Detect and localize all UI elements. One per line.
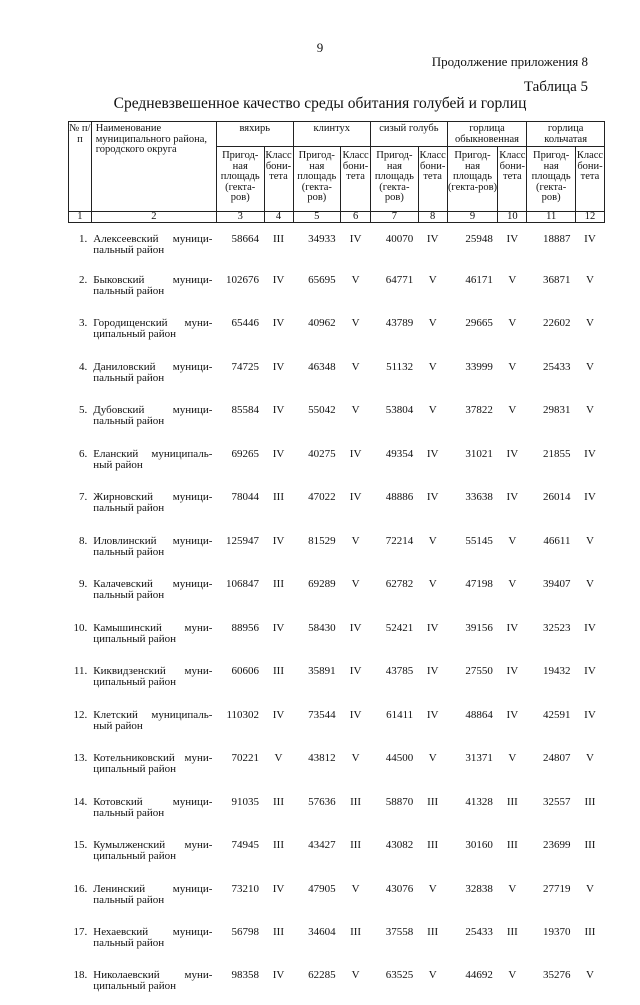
class-value: IV [498,441,527,485]
class-value: V [418,571,447,615]
column-number: 2 [91,212,216,223]
class-value: IV [264,267,293,311]
class-value: IV [341,615,371,659]
class-value: V [575,354,604,398]
class-value: III [341,789,371,833]
district-name: Нехаевский муници-пальный район [91,919,216,963]
header-area: Пригод-ная площадь (гекта-ров) [447,147,498,212]
class-value: IV [498,658,527,702]
header-species: вяхирь [216,122,293,147]
class-value: IV [264,528,293,572]
area-value: 49354 [371,441,419,485]
class-value: V [498,745,527,789]
area-value: 46348 [293,354,341,398]
class-value: V [498,571,527,615]
table-title: Средневзвешенное качество среды обитания голубей и горлиц [0,95,640,113]
area-value: 63525 [371,963,419,1005]
table-row [69,919,605,963]
class-value: V [418,354,447,398]
district-name: Николаевский муни-ципальный район [91,963,216,1005]
row-number: 15. [69,832,92,876]
class-value: IV [264,441,293,485]
area-value: 29665 [447,310,498,354]
area-value: 91035 [216,789,264,833]
class-value: IV [264,354,293,398]
class-value: IV [575,658,604,702]
area-value: 31371 [447,745,498,789]
class-value: V [498,397,527,441]
class-value: IV [498,702,527,746]
area-value: 44692 [447,963,498,1005]
area-value: 42591 [527,702,576,746]
header-area: Пригод-ная площадь (гекта-ров) [293,147,341,212]
area-value: 69265 [216,441,264,485]
area-value: 53804 [371,397,419,441]
class-value: V [341,876,371,920]
row-number: 10. [69,615,92,659]
row-number: 9. [69,571,92,615]
class-value: V [418,745,447,789]
class-value: V [418,267,447,311]
area-value: 62285 [293,963,341,1005]
class-value: V [418,876,447,920]
area-value: 43082 [371,832,419,876]
class-value: V [498,267,527,311]
class-value: III [575,832,604,876]
class-value: III [418,832,447,876]
class-value: V [341,571,371,615]
area-value: 43785 [371,658,419,702]
area-value: 56798 [216,919,264,963]
area-value: 78044 [216,484,264,528]
area-value: 73210 [216,876,264,920]
header-row-numbers [69,212,605,223]
area-value: 29831 [527,397,576,441]
class-value: V [575,963,604,1005]
row-number: 12. [69,702,92,746]
class-value: IV [341,702,371,746]
header-no: № п/п [69,122,92,212]
class-value: IV [498,484,527,528]
class-value: III [264,223,293,267]
row-number: 16. [69,876,92,920]
column-number: 3 [216,212,264,223]
class-value: III [264,789,293,833]
area-value: 43789 [371,310,419,354]
area-value: 48886 [371,484,419,528]
row-number: 6. [69,441,92,485]
row-number: 18. [69,963,92,1005]
area-value: 19432 [527,658,576,702]
class-value: III [264,919,293,963]
table-row [69,876,605,920]
row-number: 5. [69,397,92,441]
class-value: IV [264,310,293,354]
class-value: III [575,789,604,833]
district-name: Городищенский муни-ципальный район [91,310,216,354]
area-value: 48864 [447,702,498,746]
header-species: горлица кольчатая [527,122,605,147]
header-species: горлица обыкновенная [447,122,527,147]
header-class: Класс бони-тета [418,147,447,212]
table-row [69,267,605,311]
district-name: Камышинский муни-ципальный район [91,615,216,659]
district-name: Котовский муници-пальный район [91,789,216,833]
column-number: 6 [341,212,371,223]
area-value: 23699 [527,832,576,876]
header-name: Наименование муниципального района, городского округа [91,122,216,212]
class-value: IV [418,702,447,746]
header-row-species [69,122,605,147]
area-value: 102676 [216,267,264,311]
area-value: 32557 [527,789,576,833]
class-value: V [341,745,371,789]
area-value: 41328 [447,789,498,833]
table-row [69,963,605,1005]
table-row [69,441,605,485]
area-value: 36871 [527,267,576,311]
table-row [69,702,605,746]
class-value: V [341,354,371,398]
class-value: V [341,528,371,572]
class-value: IV [264,876,293,920]
class-value: IV [264,615,293,659]
area-value: 65695 [293,267,341,311]
district-name: Ленинский муници-пальный район [91,876,216,920]
table-row [69,310,605,354]
class-value: IV [575,441,604,485]
class-value: V [418,310,447,354]
area-value: 47905 [293,876,341,920]
district-name: Клетский муниципаль-ный район [91,702,216,746]
column-number: 9 [447,212,498,223]
area-value: 58430 [293,615,341,659]
area-value: 27719 [527,876,576,920]
column-number: 8 [418,212,447,223]
class-value: III [418,919,447,963]
area-value: 39156 [447,615,498,659]
table-row [69,658,605,702]
area-value: 106847 [216,571,264,615]
class-value: III [341,919,371,963]
class-value: IV [341,658,371,702]
class-value: IV [575,223,604,267]
class-value: V [341,963,371,1005]
area-value: 52421 [371,615,419,659]
area-value: 125947 [216,528,264,572]
row-number: 17. [69,919,92,963]
class-value: III [418,789,447,833]
class-value: V [498,876,527,920]
area-value: 27550 [447,658,498,702]
class-value: IV [341,484,371,528]
area-value: 34933 [293,223,341,267]
area-value: 46611 [527,528,576,572]
area-value: 51132 [371,354,419,398]
class-value: III [341,832,371,876]
area-value: 35891 [293,658,341,702]
class-value: V [498,963,527,1005]
header-area: Пригод-ная площадь (гекта-ров) [527,147,576,212]
class-value: V [498,528,527,572]
class-value: III [575,919,604,963]
area-value: 72214 [371,528,419,572]
class-value: V [575,310,604,354]
area-value: 35276 [527,963,576,1005]
class-value: IV [575,615,604,659]
area-value: 30160 [447,832,498,876]
area-value: 46171 [447,267,498,311]
area-value: 74945 [216,832,264,876]
column-number: 1 [69,212,92,223]
class-value: IV [498,615,527,659]
class-value: III [264,832,293,876]
area-value: 19370 [527,919,576,963]
header-class: Класс бони-тета [575,147,604,212]
area-value: 32838 [447,876,498,920]
class-value: IV [418,441,447,485]
header-species: клинтух [293,122,371,147]
class-value: IV [418,484,447,528]
class-value: V [418,963,447,1005]
area-value: 40275 [293,441,341,485]
class-value: IV [341,441,371,485]
area-value: 44500 [371,745,419,789]
appendix-continuation: Продолжение приложения 8 [432,54,588,70]
district-name: Даниловский муници-пальный район [91,354,216,398]
district-name: Быковский муници-пальный район [91,267,216,311]
row-number: 13. [69,745,92,789]
class-value: V [575,571,604,615]
table-row [69,484,605,528]
class-value: IV [341,223,371,267]
class-value: III [498,789,527,833]
area-value: 58664 [216,223,264,267]
column-number: 4 [264,212,293,223]
area-value: 74725 [216,354,264,398]
class-value: V [498,310,527,354]
class-value: V [341,267,371,311]
area-value: 85584 [216,397,264,441]
district-name: Дубовский муници-пальный район [91,397,216,441]
column-number: 12 [575,212,604,223]
page-number: 9 [0,40,640,56]
area-value: 55145 [447,528,498,572]
area-value: 21855 [527,441,576,485]
area-value: 47022 [293,484,341,528]
area-value: 32523 [527,615,576,659]
class-value: III [264,484,293,528]
header-area: Пригод-ная площадь (гекта-ров) [216,147,264,212]
column-number: 5 [293,212,341,223]
area-value: 43812 [293,745,341,789]
class-value: III [264,658,293,702]
area-value: 47198 [447,571,498,615]
district-name: Еланский муниципаль-ный район [91,441,216,485]
column-number: 10 [498,212,527,223]
area-value: 43427 [293,832,341,876]
row-number: 8. [69,528,92,572]
column-number: 11 [527,212,576,223]
area-value: 22602 [527,310,576,354]
column-number: 7 [371,212,419,223]
header-class: Класс бони-тета [341,147,371,212]
area-value: 70221 [216,745,264,789]
row-number: 14. [69,789,92,833]
class-value: V [264,745,293,789]
area-value: 57636 [293,789,341,833]
area-value: 73544 [293,702,341,746]
header-species: сизый голубь [371,122,448,147]
row-number: 11. [69,658,92,702]
habitat-quality-table [68,121,605,1005]
area-value: 81529 [293,528,341,572]
area-value: 40962 [293,310,341,354]
class-value: V [575,397,604,441]
class-value: V [418,528,447,572]
class-value: V [418,397,447,441]
district-name: Кумылженский муни-ципальный район [91,832,216,876]
area-value: 110302 [216,702,264,746]
district-name: Калачевский муници-пальный район [91,571,216,615]
class-value: V [341,397,371,441]
class-value: IV [575,484,604,528]
class-value: IV [264,702,293,746]
area-value: 55042 [293,397,341,441]
table-row [69,615,605,659]
district-name: Котельниковский муни-ципальный район [91,745,216,789]
table-row [69,528,605,572]
area-value: 62782 [371,571,419,615]
district-name: Алексеевский муници-пальный район [91,223,216,267]
area-value: 26014 [527,484,576,528]
area-value: 33999 [447,354,498,398]
area-value: 65446 [216,310,264,354]
class-value: III [264,571,293,615]
row-number: 2. [69,267,92,311]
class-value: V [575,267,604,311]
header-area: Пригод-ная площадь (гекта-ров) [371,147,419,212]
area-value: 37822 [447,397,498,441]
table-row [69,223,605,267]
table-row [69,397,605,441]
class-value: IV [498,223,527,267]
area-value: 24807 [527,745,576,789]
area-value: 37558 [371,919,419,963]
area-value: 58870 [371,789,419,833]
area-value: 25433 [527,354,576,398]
area-value: 88956 [216,615,264,659]
district-name: Киквидзенский муни-ципальный район [91,658,216,702]
area-value: 18887 [527,223,576,267]
row-number: 4. [69,354,92,398]
district-name: Жирновский муници-пальный район [91,484,216,528]
class-value: V [575,528,604,572]
class-value: IV [418,658,447,702]
area-value: 34604 [293,919,341,963]
table-row [69,354,605,398]
table-row [69,832,605,876]
area-value: 39407 [527,571,576,615]
area-value: 33638 [447,484,498,528]
class-value: IV [264,963,293,1005]
area-value: 61411 [371,702,419,746]
table-number: Таблица 5 [524,79,588,96]
area-value: 25433 [447,919,498,963]
row-number: 3. [69,310,92,354]
class-value: IV [418,615,447,659]
area-value: 64771 [371,267,419,311]
district-name: Иловлинский муници-пальный район [91,528,216,572]
class-value: V [575,745,604,789]
row-number: 1. [69,223,92,267]
area-value: 25948 [447,223,498,267]
class-value: V [575,876,604,920]
class-value: III [498,832,527,876]
class-value: IV [575,702,604,746]
header-class: Класс бони-тета [498,147,527,212]
row-number: 7. [69,484,92,528]
table-body [69,223,605,1005]
area-value: 98358 [216,963,264,1005]
area-value: 60606 [216,658,264,702]
area-value: 43076 [371,876,419,920]
area-value: 40070 [371,223,419,267]
class-value: V [341,310,371,354]
class-value: IV [264,397,293,441]
table-row [69,745,605,789]
area-value: 69289 [293,571,341,615]
table-row [69,789,605,833]
class-value: IV [418,223,447,267]
area-value: 31021 [447,441,498,485]
table-row [69,571,605,615]
header-class: Класс бони-тета [264,147,293,212]
class-value: V [498,354,527,398]
class-value: III [498,919,527,963]
